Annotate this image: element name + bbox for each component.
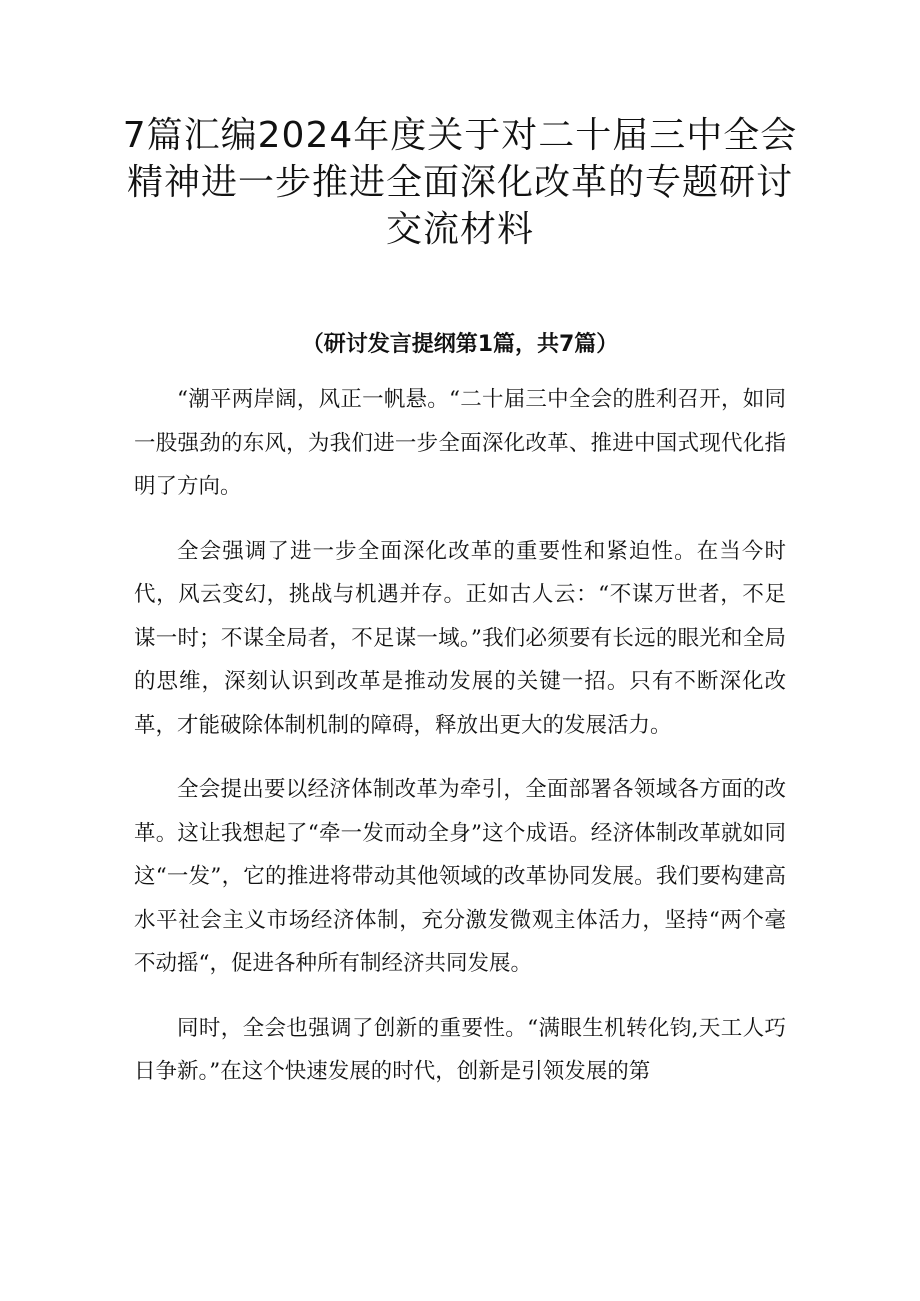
paragraph-2: 全会强调了进一步全面深化改革的重要性和紧迫性。在当今时代，风云变幻，挑战与机遇并存。正如古人云：“不谋万世者，不足谋一时；不谋全局者，不足谋一域。”我们必须要有长远的眼光和全局的思维，深刻认识到改革是推动发展的关键一招。只有不断深化改革，才能破除体制机制的障碍，释放出更大的发展活力。 bbox=[134, 538, 786, 738]
document-body bbox=[134, 378, 786, 1115]
title-line-3: 交流材料 bbox=[385, 209, 534, 250]
document-subtitle: （研讨发言提纲第1篇，共7篇） bbox=[301, 332, 619, 357]
paragraph-4: 同时，全会也强调了创新的重要性。“满眼生机转化钧,天工人巧日争新。”在这个快速发展的时代，创新是引领发展的第 bbox=[134, 1015, 786, 1084]
title-line-2: 精神进一步推进全面深化改革的专题研讨 bbox=[126, 162, 793, 203]
document-title bbox=[120, 112, 800, 253]
title-line-1: 7篇汇编2024年度关于对二十届三中全会 bbox=[122, 115, 798, 156]
paragraph-1: “潮平两岸阔，风正一帆悬。“二十届三中全会的胜利召开，如同一股强劲的东风，为我们进一步全面深化改革、推进中国式现代化指明了方向。 bbox=[134, 387, 786, 499]
paragraph-3: 全会提出要以经济体制改革为牵引，全面部署各领域各方面的改革。这让我想起了“牵一发而动全身”这个成语。经济体制改革就如同这“一发”，它的推进将带动其他领域的改革协同发展。我们要构建高水平社会主义市场经济体制，充分激发微观主体活力，坚持“两个毫不动摇“，促进各种所有制经济共同发展。 bbox=[134, 777, 786, 976]
